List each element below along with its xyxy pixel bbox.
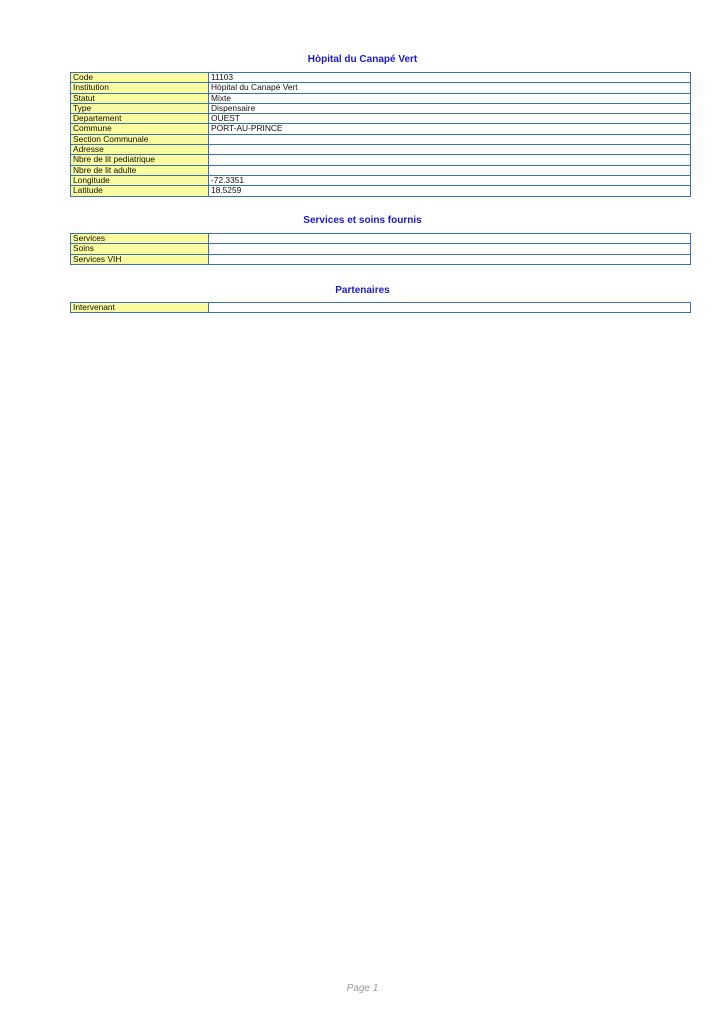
table-row [71, 244, 691, 254]
row-label: Statut [71, 93, 209, 103]
row-value: OUEST [209, 114, 691, 124]
table-row [71, 155, 691, 165]
partners-table [70, 302, 691, 313]
table-row [71, 103, 691, 113]
row-label: Intervenant [71, 303, 209, 313]
row-label: Type [71, 103, 209, 113]
row-label: Institution [71, 83, 209, 93]
row-value [209, 254, 691, 264]
row-label: Soins [71, 244, 209, 254]
table-row [71, 175, 691, 185]
institution-title: Hòpital du Canapé Vert [307, 54, 418, 65]
table-row [71, 234, 691, 244]
table-row [71, 73, 691, 83]
row-value [209, 155, 691, 165]
row-label: Latitude [71, 186, 209, 196]
row-value [209, 234, 691, 244]
row-value [209, 244, 691, 254]
table-row [71, 114, 691, 124]
table-row [71, 134, 691, 144]
row-label: Commune [71, 124, 209, 134]
row-value [209, 303, 691, 313]
row-value: Dispensaire [209, 103, 691, 113]
row-value: 18.5259 [209, 186, 691, 196]
row-label: Services [71, 234, 209, 244]
row-label: Longitude [71, 175, 209, 185]
table-row [71, 93, 691, 103]
table-row [71, 145, 691, 155]
row-value: 11103 [209, 73, 691, 83]
table-row [71, 186, 691, 196]
table-row [71, 83, 691, 93]
row-label: Nbre de lit pediatrique [71, 155, 209, 165]
institution-table [70, 72, 691, 197]
row-value [209, 145, 691, 155]
table-row [71, 165, 691, 175]
row-value: Hòpital du Canapé Vert [209, 83, 691, 93]
row-value [209, 134, 691, 144]
services-table [70, 233, 691, 265]
services-title: Services et soins fournis [303, 215, 422, 226]
row-label: Adresse [71, 145, 209, 155]
row-label: Nbre de lit adulte [71, 165, 209, 175]
table-row [71, 124, 691, 134]
page-number: Page 1 [346, 983, 379, 994]
partners-title: Partenaires [335, 285, 390, 296]
row-value: Mixte [209, 93, 691, 103]
row-label: Code [71, 73, 209, 83]
row-label: Section Communale [71, 134, 209, 144]
row-label: Departement [71, 114, 209, 124]
row-value: PORT-AU-PRINCE [209, 124, 691, 134]
table-row [71, 303, 691, 313]
row-label: Services VIH [71, 254, 209, 264]
row-value [209, 165, 691, 175]
table-row [71, 254, 691, 264]
row-value: -72.3351 [209, 175, 691, 185]
